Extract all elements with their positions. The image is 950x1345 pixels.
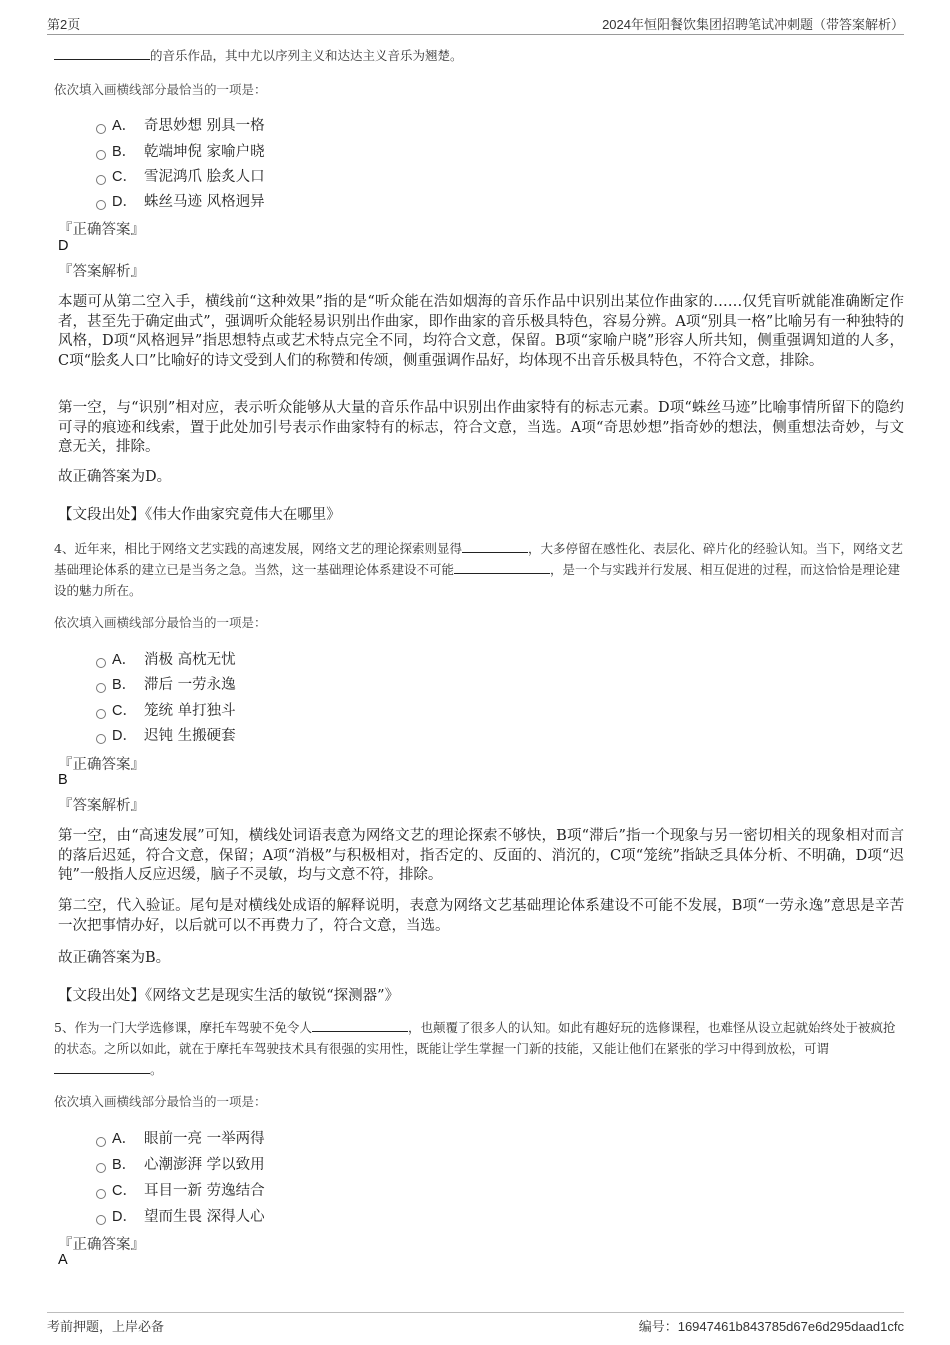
q4-analysis-label: 『答案解析』 [58, 798, 145, 814]
q4-conclusion: 故正确答案为B。 [58, 950, 171, 966]
q3-conclusion: 故正确答案为D。 [58, 469, 172, 485]
radio-icon[interactable] [96, 150, 106, 160]
q3-option-b[interactable]: B． 乾端坤倪 家喻户晓 [96, 140, 265, 160]
q3-answer-label: 『正确答案』 [58, 222, 145, 238]
q5-prompt: 依次填入画横线部分最恰当的一项是： [54, 1094, 267, 1109]
radio-icon[interactable] [96, 1189, 106, 1199]
fill-blank [454, 560, 550, 574]
q5-answer: A [58, 1252, 68, 1268]
radio-icon[interactable] [96, 175, 106, 185]
fill-blank [462, 539, 528, 553]
footer-slogan: 考前押题，上岸必备 [47, 1320, 165, 1335]
q5-answer-label: 『正确答案』 [58, 1237, 145, 1253]
q5-option-c[interactable]: C． 耳目一新 劳逸结合 [96, 1179, 265, 1199]
q4-option-d[interactable]: D． 迟钝 生搬硬套 [96, 724, 236, 744]
q4-analysis-paragraph: 第一空，由“高速发展”可知，横线处词语表意为网络文艺的理论探索不够快，B项“滞后”指一个现象与另一密切相关的现象相对而言的落后迟延，符合文意，保留；A项“消极”与积极相对，指否定的、反面的、消沉的，C项“笼统”指缺乏具体分析、不明确，D项“迟钝”一般指人反应迟缓，脑子不灵敏，均与文意不符，排除。 [58, 828, 904, 883]
radio-icon[interactable] [96, 1163, 106, 1173]
page-footer [47, 1312, 904, 1335]
q4-option-a[interactable]: A． 消极 高枕无忧 [96, 648, 236, 668]
q3-option-c[interactable]: C． 雪泥鸿爪 脍炙人口 [96, 165, 265, 185]
q4-option-c[interactable]: C． 笼统 单打独斗 [96, 699, 236, 719]
q4-option-b[interactable]: B． 滞后 一劳永逸 [96, 673, 236, 693]
q4-stem: 4、近年来，相比于网络文艺实践的高速发展，网络文艺的理论探索则显得 ，大多停留在感性化、表层化、碎片化的经验认知。当下，网络文艺基础理论体系的建立已是当务之急。当然，这一基础理论体系建设不可能 ，是一个与实践并行发展、相互促进的过程，而这恰恰是理论建设的魅力所在。 [54, 541, 903, 598]
page-header [47, 12, 904, 35]
q3-option-a[interactable]: A． 奇思妙想 别具一格 [96, 114, 265, 134]
document-code: 编号：16947461b843785d67e6d295daad1cfc [638, 1319, 904, 1335]
q5-option-d[interactable]: D． 望而生畏 深得人心 [96, 1205, 265, 1225]
q3-analysis-label: 『答案解析』 [58, 264, 145, 280]
radio-icon[interactable] [96, 683, 106, 693]
q3-analysis-paragraph: 本题可从第二空入手，横线前“这种效果”指的是“听众能在浩如烟海的音乐作品中识别出某位作曲家的……仅凭盲听就能准确断定作者，甚至先于确定曲式”，强调听众能轻易识别出作曲家，即作曲家的音乐极具特色，容易分辨。A项“别具一格”比喻另有一种独特的风格，D项“风格迥异”指思想特点或艺术特点完全不同，均符合文意，保留。B项“家喻户晓”形容人所共知，侧重强调知道的人多，C项“脍炙人口”比喻好的诗文受到人们的称赞和传颂，侧重强调作品好，均体现不出音乐极具特色，不符合文意，排除。 [58, 294, 904, 369]
radio-icon[interactable] [96, 124, 106, 134]
q4-prompt: 依次填入画横线部分最恰当的一项是： [54, 615, 267, 630]
q4-answer: B [58, 772, 68, 788]
q5-option-a[interactable]: A． 眼前一亮 一举两得 [96, 1127, 265, 1147]
radio-icon[interactable] [96, 1215, 106, 1225]
q3-answer: D [58, 238, 69, 254]
q3-option-d[interactable]: D． 蛛丝马迹 风格迥异 [96, 190, 265, 210]
q5-stem: 5、作为一门大学选修课，摩托车驾驶不免令人 ，也颠覆了很多人的认知。如此有趣好玩的选修课程，也难怪从设立起就始终处于被疯抢的状态。之所以如此，就在于摩托车驾驶技术具有很强的实用性，既能让学生掌握一门新的技能，又能让他们在紧张的学习中得到放松，可谓。 [54, 1020, 896, 1077]
fill-blank [312, 1018, 408, 1032]
document-title: 2024年恒阳餐饮集团招聘笔试冲刺题（带答案解析） [602, 17, 904, 32]
q4-answer-label: 『正确答案』 [58, 757, 145, 773]
radio-icon[interactable] [96, 658, 106, 668]
q3-prompt: 依次填入画横线部分最恰当的一项是： [54, 82, 267, 97]
q3-continuation: 的音乐作品，其中尤以序列主义和达达主义音乐为翘楚。 [54, 45, 904, 66]
page-number: 第2页 [47, 17, 81, 32]
radio-icon[interactable] [96, 709, 106, 719]
q4-analysis-paragraph: 第二空，代入验证。尾句是对横线处成语的解释说明，表意为网络文艺基础理论体系建设不可能不发展，B项“一劳永逸”意思是辛苦一次把事情办好，以后就可以不再费力了，符合文意，当选。 [58, 898, 904, 934]
radio-icon[interactable] [96, 200, 106, 210]
radio-icon[interactable] [96, 734, 106, 744]
fill-blank [54, 46, 150, 60]
q4-source: 【文段出处】《网络文艺是现实生活的敏锐“探测器”》 [58, 988, 400, 1004]
radio-icon[interactable] [96, 1137, 106, 1147]
q3-analysis-paragraph: 第一空，与“识别”相对应，表示听众能够从大量的音乐作品中识别出作曲家特有的标志元素。D项“蛛丝马迹”比喻事情所留下的隐约可寻的痕迹和线索，置于此处加引号表示作曲家特有的标志，符合文意，当选。A项“奇思妙想”指奇妙的想法，侧重想法奇妙，与文意无关，排除。 [58, 400, 904, 455]
fill-blank [54, 1060, 150, 1074]
q3-source: 【文段出处】《伟大作曲家究竟伟大在哪里》 [58, 507, 341, 523]
q5-option-b[interactable]: B． 心潮澎湃 学以致用 [96, 1153, 265, 1173]
